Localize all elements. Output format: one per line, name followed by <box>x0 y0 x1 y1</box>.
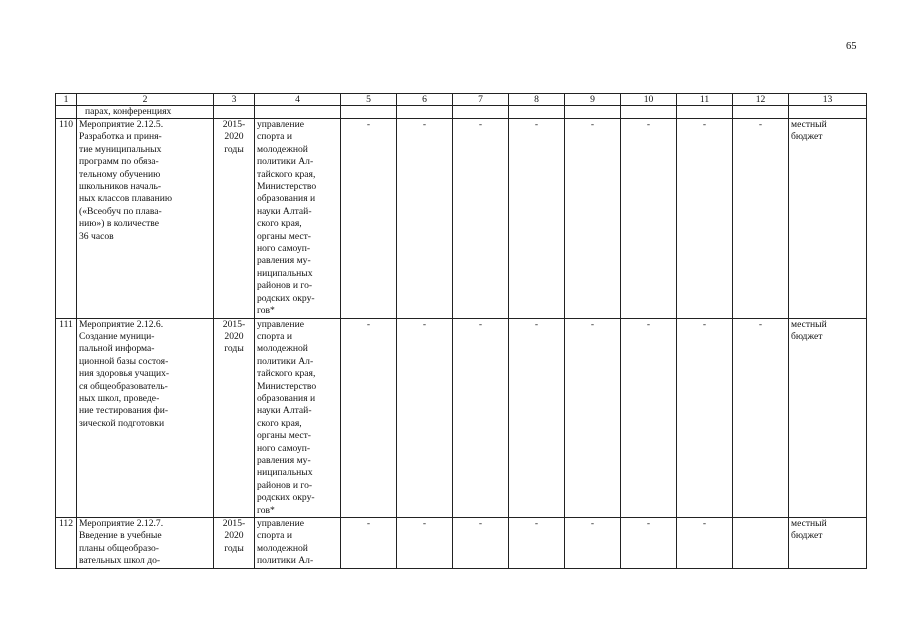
value-cell: - <box>341 119 397 319</box>
text-line: политики Ал- <box>257 156 314 168</box>
row-number: 111 <box>56 318 77 518</box>
col-header-1: 1 <box>56 94 77 106</box>
col-header-8: 8 <box>509 94 565 106</box>
text-line: («Всеобуч по плава- <box>79 205 162 217</box>
text-line: органы мест- <box>257 430 311 442</box>
activity-title: Мероприятие 2.12.5. <box>79 119 164 130</box>
value-cell: - <box>397 318 453 518</box>
value-cell: - <box>509 518 565 569</box>
value-cell: - <box>677 318 733 518</box>
text-line: ционной базы состоя- <box>79 355 169 367</box>
value-cell: - <box>565 318 621 518</box>
text-line: ся общеобразователь- <box>79 380 168 392</box>
value-cell: - <box>341 318 397 518</box>
text-line: равления му- <box>257 454 311 466</box>
value-cell: - <box>453 119 509 319</box>
table-header-row <box>56 94 867 106</box>
program-table <box>55 93 867 569</box>
text-line: тие муниципальных <box>79 143 162 155</box>
text-line: 36 часов <box>79 230 114 242</box>
value-cell: - <box>621 119 677 319</box>
value-cell: - <box>397 119 453 319</box>
row-number: 110 <box>56 119 77 319</box>
activity-description <box>77 119 214 319</box>
text-line: управление <box>257 119 304 130</box>
text-line: гов* <box>257 504 275 516</box>
text-line: Министерство <box>257 380 317 392</box>
text-line: управление <box>257 318 304 330</box>
text-line: районов и го- <box>257 479 313 491</box>
text-line: ния здоровья учащих- <box>79 368 170 380</box>
value-cell: - <box>509 119 565 319</box>
value-cell: - <box>565 518 621 569</box>
text-line: 2015- <box>222 318 246 330</box>
activity-title: Мероприятие 2.12.7. <box>79 518 164 529</box>
text-line: школьников началь- <box>79 181 162 193</box>
activity-title: Мероприятие 2.12.6. <box>79 318 164 330</box>
text-line: Создание муници- <box>79 330 155 342</box>
value-cell: - <box>677 518 733 569</box>
text-line: вательных школ до- <box>79 555 161 567</box>
value-cell: - <box>621 318 677 518</box>
text-line: науки Алтай- <box>257 405 312 417</box>
text-line: спорта и <box>257 330 292 342</box>
text-line: науки Алтай- <box>257 205 312 217</box>
text-line: спорта и <box>257 530 292 542</box>
text-line: пальной информа- <box>79 343 155 355</box>
text-line: образования и <box>257 392 316 404</box>
text-line: Введение в учебные <box>79 530 162 542</box>
text-line: зической подготовки <box>79 417 165 429</box>
text-line: годы <box>224 343 244 355</box>
text-line: годы <box>224 542 244 554</box>
col-header-5: 5 <box>341 94 397 106</box>
col-header-13: 13 <box>789 94 867 106</box>
value-cell: - <box>733 318 789 518</box>
implementation-years <box>214 119 255 319</box>
text-line: Разработка и приня- <box>79 131 162 143</box>
text-line: тайского края, <box>257 368 316 380</box>
value-cell: - <box>397 518 453 569</box>
text-line: бюджет <box>791 131 823 143</box>
value-cell: - <box>453 318 509 518</box>
col-header-12: 12 <box>733 94 789 106</box>
col-header-4: 4 <box>255 94 341 106</box>
col-header-10: 10 <box>621 94 677 106</box>
text-line: молодежной <box>257 542 308 554</box>
text-line: равления му- <box>257 255 311 267</box>
text-line: органы мест- <box>257 230 311 242</box>
executors <box>255 318 341 518</box>
text-line: 2015- <box>222 119 246 130</box>
col-header-11: 11 <box>677 94 733 106</box>
funding-source <box>789 518 867 569</box>
text-line: ных классов плаванию <box>79 193 173 205</box>
continuation-row <box>56 106 867 119</box>
col-header-9: 9 <box>565 94 621 106</box>
text-line: местный <box>791 119 827 130</box>
col-header-3: 3 <box>214 94 255 106</box>
text-line: бюджет <box>791 530 823 542</box>
funding-source <box>789 318 867 518</box>
text-line: бюджет <box>791 330 823 342</box>
value-cell: - <box>621 518 677 569</box>
text-line: 2015- <box>222 518 246 529</box>
text-line: районов и го- <box>257 280 313 292</box>
text-line: программ по обяза- <box>79 156 159 168</box>
implementation-years <box>214 318 255 518</box>
value-cell <box>733 518 789 569</box>
text-line: политики Ал- <box>257 555 314 567</box>
text-line: спорта и <box>257 131 292 143</box>
value-cell: - <box>733 119 789 319</box>
text-line: образования и <box>257 193 316 205</box>
activity-description <box>77 318 214 518</box>
table-row <box>56 119 867 319</box>
text-line: ниципальных <box>257 467 313 479</box>
value-cell: - <box>341 518 397 569</box>
value-cell: - <box>677 119 733 319</box>
text-line: ного самоуп- <box>257 442 311 454</box>
row-number: 112 <box>56 518 77 569</box>
text-line: молодежной <box>257 343 308 355</box>
text-line: ных школ, проведе- <box>79 392 160 404</box>
text-line: Министерство <box>257 181 317 193</box>
table-row <box>56 318 867 518</box>
text-line: родских окру- <box>257 492 315 504</box>
implementation-years <box>214 518 255 569</box>
text-line: местный <box>791 518 827 529</box>
executors <box>255 518 341 569</box>
table-row <box>56 518 867 569</box>
text-line: ского края, <box>257 218 302 230</box>
text-line: ние тестирования фи- <box>79 405 169 417</box>
col-header-6: 6 <box>397 94 453 106</box>
col-header-2: 2 <box>77 94 214 106</box>
value-cell: - <box>565 119 621 319</box>
text-line: планы общеобразо- <box>79 542 159 554</box>
continued-text: парах, конференциях <box>77 106 214 119</box>
text-line: тайского края, <box>257 168 316 180</box>
text-line: молодежной <box>257 143 308 155</box>
value-cell: - <box>453 518 509 569</box>
text-line: 2020 <box>224 330 244 342</box>
page-number: 65 <box>846 41 857 52</box>
text-line: 2020 <box>224 131 244 143</box>
text-line: годы <box>224 143 244 155</box>
text-line: ниципальных <box>257 267 313 279</box>
text-line: ного самоуп- <box>257 243 311 255</box>
text-line: гов* <box>257 305 275 317</box>
value-cell: - <box>509 318 565 518</box>
activity-description <box>77 518 214 569</box>
text-line: 2020 <box>224 530 244 542</box>
col-header-7: 7 <box>453 94 509 106</box>
text-line: нию») в количестве <box>79 218 160 230</box>
text-line: родских окру- <box>257 292 315 304</box>
text-line: политики Ал- <box>257 355 314 367</box>
text-line: местный <box>791 318 827 330</box>
executors <box>255 119 341 319</box>
text-line: ского края, <box>257 417 302 429</box>
text-line: управление <box>257 518 304 529</box>
funding-source <box>789 119 867 319</box>
text-line: тельному обучению <box>79 168 161 180</box>
